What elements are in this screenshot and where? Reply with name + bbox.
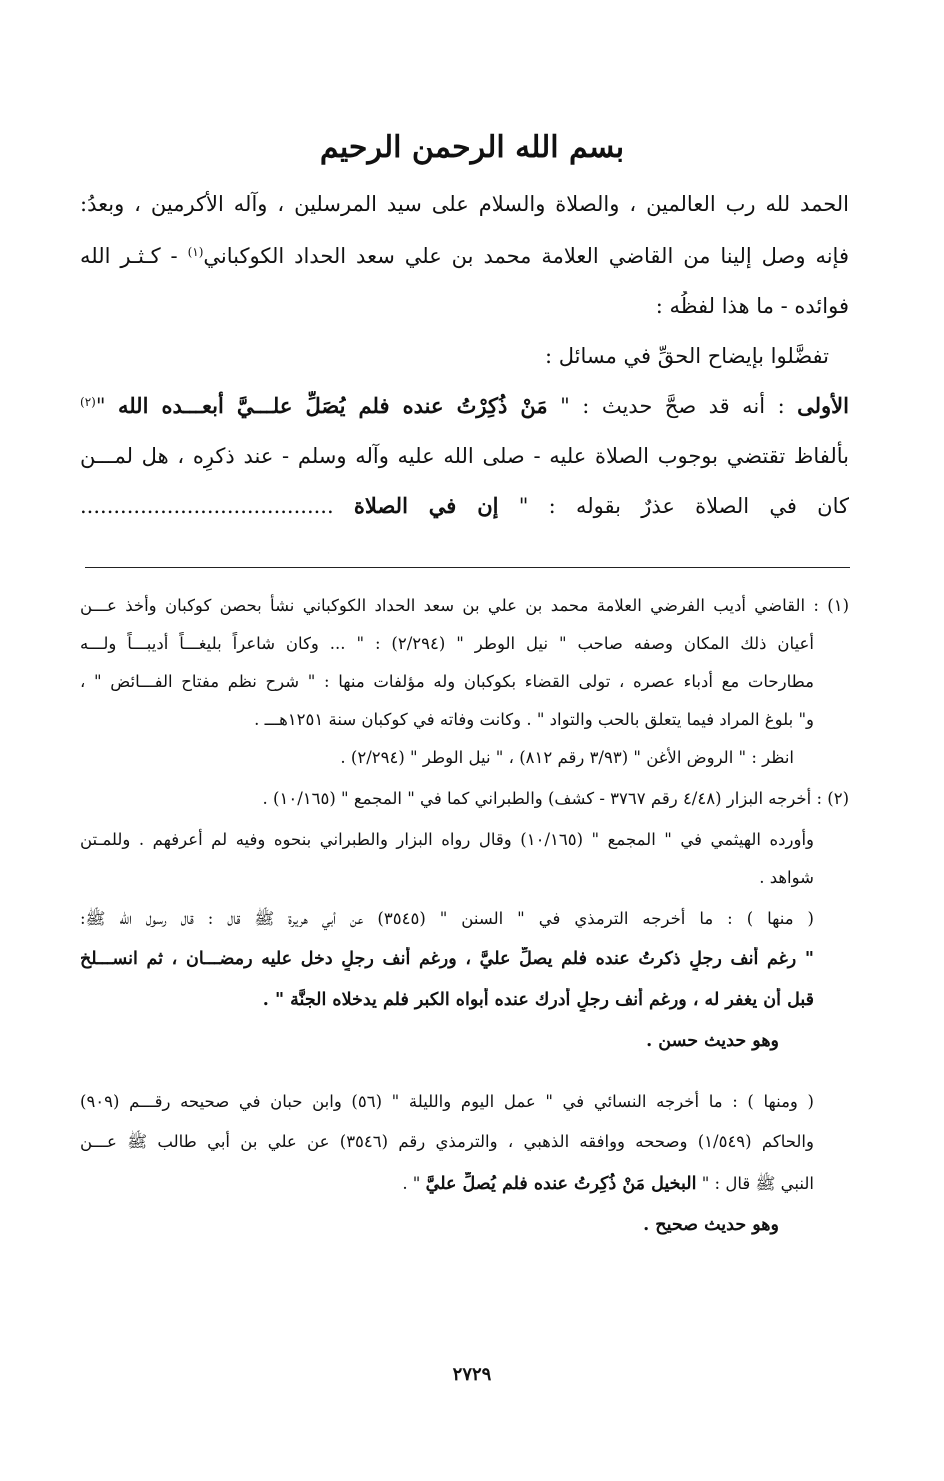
issue-first-label: الأولى <box>797 393 849 418</box>
footnote-2-hadith-1: " رغم أنف رجلٍ ذكرتُ عنده فلم يصلِّ عليَّ ، ورغم أنف رجلٍ دخل عليه رمضـــان ، ثم انســـلخ <box>80 949 814 969</box>
footnote-divider <box>85 567 850 568</box>
footnote-2-line-5: ( ومنها ) : ما أخرجه النسائي في " عمل اليوم والليلة " (٥٦) وابن حبان في صحيحه رقـــم (٩٠٩) <box>80 1092 814 1111</box>
quote-close: " <box>95 394 118 418</box>
footnote-2-line-7 <box>80 1172 814 1196</box>
footnote-2-grading-1: وهو حديث حسن . <box>646 1031 779 1051</box>
main-line-1: الحمد لله رب العالمين ، والصلاة والسلام على سيد المرسلين ، وآله الأكرمين ، وبعدُ: <box>80 192 849 216</box>
footnote-1-line-1: (١) : القاضي أديب الفرضي العلامة محمد بن علي بن سعد الحداد الكوكباني نشأ بحصن كوكبان وأخذ عـــن <box>80 596 849 615</box>
footnote-2-line-6: والحاكم (١/٥٤٩) وصححه ووافقه الذهبي ، والترمذي رقم (٣٥٤٦) عن علي بن أبي طالب ﷺ عـــن <box>80 1132 814 1151</box>
footnote-2-hadith-2: قبل أن يغفر له ، ورغم أنف رجلٍ أدرك عنده أبواه الكبر فلم يدخلاه الجنَّة " . <box>262 990 814 1010</box>
main-line-5 <box>80 391 849 421</box>
main-line-5-text: : أنه قد صحَّ حديث : " <box>547 394 798 418</box>
main-line-7 <box>80 491 849 521</box>
page-number: ٢٧٢٩ <box>452 1364 492 1385</box>
footnote-2-hadith-3: البخيل مَنْ ذُكِرتُ عنده فلم يُصلِّ عليَّ <box>425 1174 697 1194</box>
footnote-1-line-3: مطارحات مع أدباء عصره ، تولى القضاء بكوكبان وله مؤلفات منها : " شرح نظم مفتاح الفـــائض " ، <box>80 672 814 691</box>
main-line-7-text: كان في الصلاة عذرٌ بقوله : " <box>498 494 849 518</box>
footnote-2-line-1: (٢) : أخرجه البزار (٤/٤٨ رقم ٣٧٦٧ - كشف) والطبراني كما في " المجمع " (١٠/١٦٥) . <box>262 789 849 808</box>
main-line-2-text: فإنه وصل إلينا من القاضي العلامة محمد بن علي سعد الحداد الكوكباني <box>203 244 849 268</box>
main-line-2-tail: - كـثـر الله <box>80 244 188 268</box>
ellipsis-dots: ...................................... <box>80 494 354 518</box>
footnote-2-line-4: ( منها ) : ما أخرجه الترمذي في " السنن " (٣٥٤٥) عن أبي هريرة ﷺ قال : قال رسول الله ﷺ: <box>80 909 814 928</box>
hadith-quote: مَنْ ذُكِرْتُ عنده فلم يُصَلِّ علـــيَّ أبعـــده الله <box>117 393 548 418</box>
footnote-2-line-7-text: النبي ﷺ قال : " <box>696 1174 814 1193</box>
footnote-2-line-3: شواهد . <box>759 868 814 887</box>
main-line-6: بألفاظ تقتضي بوجوب الصلاة عليه - صلى الله عليه وآله وسلم - عند ذكرِه ، هل لمـــن <box>80 444 849 468</box>
main-line-3: فوائده - ما هذا لفظُه : <box>655 294 849 318</box>
quote-in-prayer: إن في الصلاة <box>353 493 499 518</box>
footnote-1-source: انظر : " الروض الأغن " (٣/٩٣ رقم ٨١٢) ، " نيل الوطر " (٢/٢٩٤) . <box>340 748 794 767</box>
footnote-2-line-2: وأورده الهيثمي في " المجمع " (١٠/١٦٥) وقال رواه البزار والطبراني بنحوه وفيه لم أعرفهم . وللمـتن <box>80 830 814 849</box>
footnote-1-line-2: أعيان ذلك المكان وصفه صاحب " نيل الوطر " (٢/٢٩٤) : " ... وكان شاعراً بليغـــاً أديبـــاً ولـــه <box>80 634 814 653</box>
main-line-2 <box>80 241 849 271</box>
footnote-2-grading-2: وهو حديث صحيح . <box>643 1215 779 1235</box>
footnote-1-line-4: و" بلوغ المراد فيما يتعلق بالحب والتواد " . وكانت وفاته في كوكبان سنة ١٢٥١هـــ . <box>254 710 814 729</box>
footnote-ref-2: (٢) <box>80 395 96 409</box>
main-line-4: تفضَّلوا بإيضاح الحقِّ في مسائل : <box>545 344 829 368</box>
footnote-2-line-7-tail: " . <box>402 1174 426 1193</box>
basmala-heading: بسم الله الرحمن الرحيم <box>319 130 625 165</box>
footnote-ref-1: (١) <box>187 245 204 259</box>
